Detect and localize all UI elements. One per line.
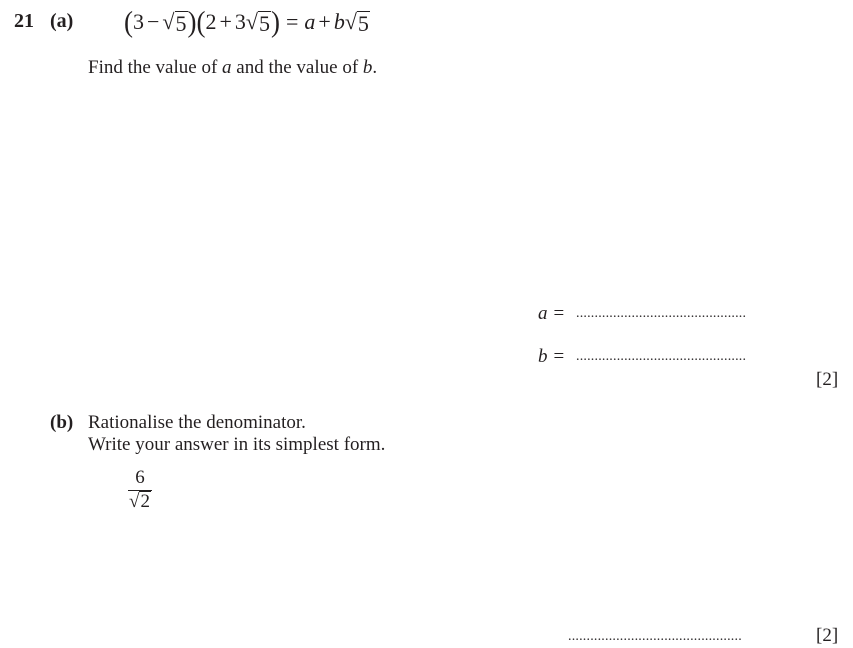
answer-a-equals: = bbox=[553, 303, 565, 324]
instruction-text: and the value of bbox=[231, 57, 363, 78]
answer-b-equals: = bbox=[553, 346, 565, 367]
close-paren: ) bbox=[271, 5, 280, 38]
answer-a-var: a bbox=[538, 303, 548, 324]
sqrt-five-3 bbox=[345, 9, 370, 35]
plus-sign: + bbox=[318, 9, 331, 34]
term-three: 3 bbox=[133, 9, 144, 34]
term-two: 2 bbox=[205, 9, 217, 34]
radicand: 5 bbox=[175, 10, 187, 36]
instruction-text: Find the value of bbox=[88, 57, 223, 78]
answer-a-label bbox=[538, 303, 564, 325]
part-b-instruction-1: Rationalise the denominator. bbox=[88, 412, 306, 433]
instruction-text: . bbox=[372, 57, 378, 78]
part-a-equation bbox=[124, 4, 370, 40]
instruction-var-a: a bbox=[222, 57, 232, 78]
answer-b-label bbox=[538, 346, 564, 368]
answer-b-var: b bbox=[538, 346, 548, 367]
part-b-instruction-2: Write your answer in its simplest form. bbox=[88, 434, 386, 455]
fraction-denominator bbox=[129, 491, 151, 513]
sqrt-sign: √ bbox=[344, 9, 357, 34]
close-paren: ) bbox=[187, 5, 197, 38]
radicand: 2 bbox=[140, 490, 150, 512]
sqrt-five-2 bbox=[246, 9, 271, 35]
fraction-numerator: 6 bbox=[135, 467, 145, 488]
part-a-marks: [2] bbox=[816, 369, 839, 390]
answer-a-field[interactable]: .............................................. bbox=[576, 306, 747, 321]
fraction-six-over-root-two bbox=[128, 468, 152, 513]
question-number: 21 bbox=[14, 10, 34, 32]
radicand: 5 bbox=[259, 10, 270, 36]
open-paren: ( bbox=[124, 5, 133, 38]
instruction-var-b: b bbox=[362, 57, 373, 78]
variable-a: a bbox=[304, 9, 316, 34]
answer-b-part-field[interactable]: ............................................... bbox=[568, 629, 742, 644]
minus-sign: − bbox=[147, 9, 160, 34]
radicand: 5 bbox=[357, 10, 369, 36]
sqrt-five-1 bbox=[162, 9, 187, 35]
sqrt-sign: √ bbox=[162, 9, 175, 34]
part-a-instruction bbox=[88, 57, 377, 79]
plus-sign: + bbox=[219, 9, 232, 34]
answer-b-field[interactable]: .............................................. bbox=[576, 349, 747, 364]
equals-sign: = bbox=[286, 9, 299, 34]
coefficient-three: 3 bbox=[234, 9, 246, 34]
sqrt-sign: √ bbox=[129, 490, 140, 512]
part-b-label: (b) bbox=[50, 412, 74, 433]
variable-b: b bbox=[333, 9, 345, 34]
part-b-marks: [2] bbox=[816, 625, 839, 646]
part-a-label: (a) bbox=[50, 10, 74, 32]
open-paren: ( bbox=[196, 5, 206, 38]
sqrt-sign: √ bbox=[245, 9, 258, 34]
